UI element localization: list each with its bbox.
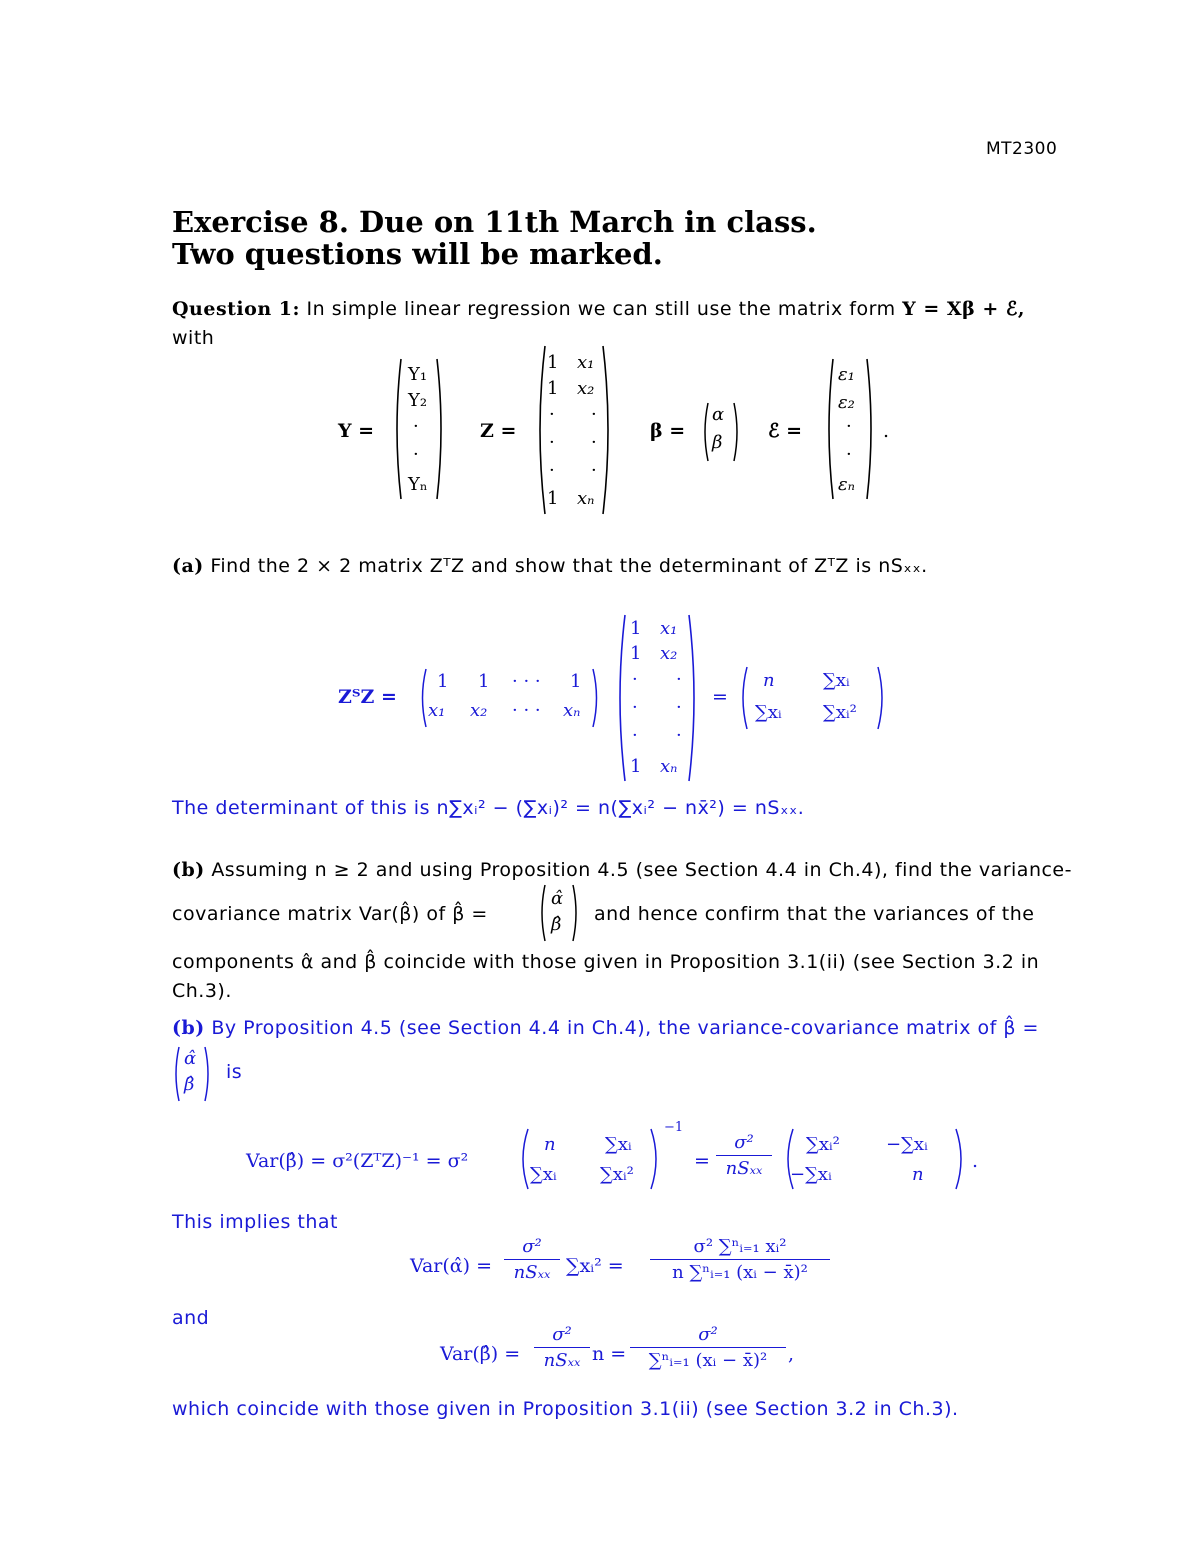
and-text: and (172, 1307, 210, 1329)
part-b-question-line1 (172, 859, 1072, 881)
result-entry: ∑xᵢ² (823, 702, 857, 723)
eps-entry: εₙ (838, 474, 855, 495)
hat-right-paren (572, 884, 580, 942)
Z-entry: xₙ (577, 488, 595, 509)
frac-denominator: nSₓₓ (513, 1262, 551, 1283)
Z2-entry: · (632, 697, 638, 718)
Z-entry: · (591, 404, 597, 425)
Y-entry: · (413, 444, 419, 465)
Zt-entry: x₂ (470, 700, 488, 721)
determinant-text: The determinant of this is n∑xᵢ² − (∑xᵢ)² = n(∑xᵢ² − nx̄²) = nSₓₓ. (172, 797, 805, 819)
beta-entry: β (712, 432, 723, 453)
eps-right-paren (866, 358, 876, 500)
var-beta-comma: , (788, 1343, 795, 1365)
inv-right-paren (650, 1128, 662, 1190)
Z-entry: · (549, 404, 555, 425)
frac-numerator: σ² (716, 1132, 772, 1156)
question-1-intro-line2: with (172, 327, 215, 349)
Z-right-paren (602, 345, 614, 515)
implies-text: This implies that (172, 1211, 338, 1233)
Zt-entry: 1 (570, 671, 582, 692)
Zt-entry: · · · (512, 671, 541, 692)
Z2-entry: · (676, 725, 682, 746)
Z2-entry: · (676, 669, 682, 690)
sigma-over-nSxx (716, 1132, 772, 1179)
var-alpha-mid: ∑xᵢ² = (566, 1255, 624, 1277)
Z2-entry: xₙ (660, 756, 678, 777)
inv-left-paren (517, 1128, 529, 1190)
equals-sign: = (694, 1150, 710, 1172)
var-beta-mid: n = (592, 1343, 627, 1365)
part-b-text2a: covariance matrix Var(β̂) of β̂ = (172, 903, 488, 925)
frac-denominator: n ∑ⁿᵢ₌₁ (xᵢ − x̄)² (672, 1262, 808, 1283)
Z-entry: · (549, 460, 555, 481)
question-1-text: In simple linear regression we can still use the matrix form (306, 298, 896, 320)
Z-label: Z = (480, 420, 517, 442)
res-entry: ∑xᵢ² (806, 1134, 840, 1155)
frac-numerator: σ² (504, 1236, 560, 1260)
result-entry: ∑xᵢ (755, 702, 782, 723)
part-b-text4: Ch.3). (172, 980, 232, 1002)
Z-entry: 1 (547, 352, 559, 373)
var-beta-frac1 (534, 1324, 590, 1371)
Z2-entry: · (632, 725, 638, 746)
inv-entry: n (544, 1134, 556, 1155)
res-right-paren (955, 1128, 967, 1190)
res-entry: n (912, 1164, 924, 1185)
result-entry: n (763, 670, 775, 691)
part-b-answer-text: By Proposition 4.5 (see Section 4.4 in Ch.4), the variance-covariance matrix of β̂ = (211, 1017, 1039, 1039)
var-alpha-frac2 (650, 1236, 830, 1283)
Y-entry: Y₁ (408, 364, 428, 385)
eps-entry: · (846, 444, 852, 465)
Z2-right-paren (688, 614, 700, 782)
Z-entry: · (591, 432, 597, 453)
part-b-answer-is: is (226, 1061, 243, 1083)
frac-numerator: σ² (630, 1324, 786, 1348)
matrices-end-period: . (883, 420, 890, 442)
equation-end-period: . (972, 1150, 979, 1172)
hat-entry: β̂ (551, 914, 562, 935)
part-b-answer-label: (b) (172, 1017, 205, 1039)
question-1-intro (172, 298, 1025, 320)
part-b-text2b: and hence confirm that the variances of the (594, 903, 1035, 925)
inv-entry: ∑xᵢ² (600, 1164, 634, 1185)
Z-entry: x₁ (577, 352, 595, 373)
part-a-text: Find the 2 × 2 matrix ZᵀZ and show that the determinant of ZᵀZ is nSₓₓ. (210, 555, 928, 577)
result-left-paren (738, 666, 748, 730)
Z-entry: 1 (547, 488, 559, 509)
question-1-label: Question 1: (172, 298, 300, 320)
part-b-answer-intro (172, 1017, 1039, 1039)
hat-entry: α̂ (551, 888, 564, 909)
Y-entry: Yₙ (408, 474, 428, 495)
Zt-right-paren (592, 668, 601, 728)
Z2-entry: · (676, 697, 682, 718)
Zt-entry: xₙ (563, 700, 581, 721)
var-beta-frac2 (630, 1324, 786, 1371)
res-entry: −∑xᵢ (790, 1164, 832, 1185)
part-b-label: (b) (172, 859, 205, 881)
beta-right-paren (733, 402, 741, 462)
Z2-entry: x₂ (660, 643, 678, 664)
Z-entry: · (591, 460, 597, 481)
Y-right-paren (436, 358, 446, 500)
inv-entry: ∑xᵢ (530, 1164, 557, 1185)
Y-entry: · (413, 416, 419, 437)
Z2-entry: 1 (630, 756, 642, 777)
var-alpha-lhs: Var(α̂) = (410, 1255, 493, 1277)
part-a-label: (a) (172, 555, 204, 577)
answer-hat-right-paren (204, 1046, 212, 1102)
beta-left-paren (701, 402, 709, 462)
Z-entry: 1 (547, 378, 559, 399)
eps-entry: ε₁ (838, 364, 855, 385)
Zt-left-paren (418, 668, 427, 728)
result-right-paren (877, 666, 887, 730)
inv-entry: ∑xᵢ (605, 1134, 632, 1155)
page-title (172, 206, 817, 270)
Z-entry: · (549, 432, 555, 453)
frac-denominator: nSₓₓ (725, 1158, 763, 1179)
inverse-exponent: −1 (664, 1120, 684, 1135)
part-b-text1: Assuming n ≥ 2 and using Proposition 4.5 (see Section 4.4 in Ch.4), find the variance- (211, 859, 1072, 881)
frac-denominator: ∑ⁿᵢ₌₁ (xᵢ − x̄)² (648, 1350, 768, 1371)
eps-entry: ε₂ (838, 392, 855, 413)
part-a-question (172, 555, 928, 577)
question-1-formula: Y = Xβ + ℰ, (902, 298, 1025, 320)
frac-numerator: σ² (534, 1324, 590, 1348)
hat-left-paren (538, 884, 546, 942)
eps-label: ℰ = (768, 420, 803, 442)
Z2-entry: 1 (630, 643, 642, 664)
var-beta-lhs: Var(β̂) = (440, 1343, 521, 1365)
var-lhs: Var(β̂) = σ²(ZᵀZ)⁻¹ = σ² (246, 1150, 469, 1172)
Z-left-paren (534, 345, 546, 515)
Zt-entry: · · · (512, 700, 541, 721)
Zt-entry: 1 (437, 671, 449, 692)
equals-sign: = (712, 686, 728, 708)
res-entry: −∑xᵢ (886, 1134, 928, 1155)
result-entry: ∑xᵢ (823, 670, 850, 691)
Zt-entry: x₁ (428, 700, 446, 721)
part-b-text3: components α̂ and β̂ coincide with those given in Proposition 3.1(ii) (see Section 3.2 in (172, 951, 1040, 973)
Z2-left-paren (614, 614, 626, 782)
Zt-entry: 1 (478, 671, 490, 692)
Y-left-paren (392, 358, 402, 500)
Z2-entry: x₁ (660, 618, 678, 639)
answer-hat-entry: β̂ (184, 1074, 195, 1095)
conclusion-text: which coincide with those given in Proposition 3.1(ii) (see Section 3.2 in Ch.3). (172, 1398, 959, 1420)
frac-denominator: nSₓₓ (543, 1350, 581, 1371)
Y-label: Y = (338, 420, 375, 442)
title-line-2: Two questions will be marked. (172, 237, 663, 271)
course-code: MT2300 (986, 139, 1058, 159)
title-line-1: Exercise 8. Due on 11th March in class. (172, 205, 817, 239)
beta-label: β = (650, 420, 686, 442)
var-alpha-frac1 (504, 1236, 560, 1283)
answer-hat-entry: α̂ (184, 1048, 197, 1069)
Z2-entry: 1 (630, 618, 642, 639)
eps-entry: · (846, 416, 852, 437)
Z-entry: x₂ (577, 378, 595, 399)
frac-numerator: σ² ∑ⁿᵢ₌₁ xᵢ² (650, 1236, 830, 1260)
Z2-entry: · (632, 669, 638, 690)
ZtZ-label: ZᵀZ = (338, 686, 397, 708)
Y-entry: Y₂ (408, 390, 428, 411)
answer-hat-left-paren (172, 1046, 180, 1102)
beta-entry: α (712, 404, 725, 425)
eps-left-paren (824, 358, 834, 500)
